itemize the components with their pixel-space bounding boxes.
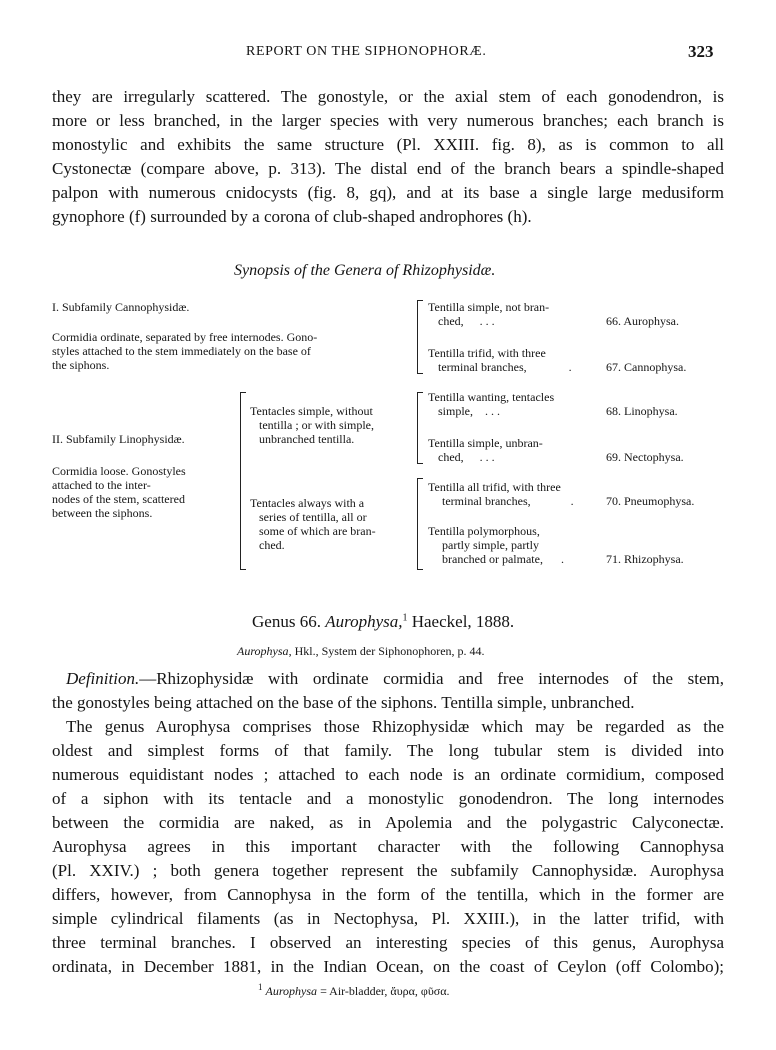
text-line: oldest and simplest forms of that family. The long tubular stem is divided into (52, 741, 724, 760)
reference-rest: , Hkl., System der Siphonophoren, p. 44. (288, 644, 485, 658)
tentilla-line: branched or palmate, (442, 552, 543, 566)
text-line: (Pl. XXIV.) ; both genera together represent the subfamily Cannophysidæ. Aurophysa (52, 861, 724, 880)
genus-69: 69. Nectophysa. (606, 450, 684, 464)
genus-71: 71. Rhizophysa. (606, 552, 684, 566)
brace-left (240, 392, 246, 570)
tentacles-line: Tentacles simple, without (250, 404, 373, 418)
genus-70: 70. Pneumophysa. (606, 494, 695, 508)
desc-line: nodes of the stem, scattered (52, 492, 185, 506)
text-line: they are irregularly scattered. The gonostyle, or the axial stem of each gonodendron, is (52, 87, 724, 106)
subfamily-cannophysidae-desc (52, 330, 317, 372)
brace-left (417, 478, 423, 570)
text-line: between the cormidia are naked, as in Apolemia and the polygastric Calyconectæ. (52, 813, 724, 832)
tentilla-option (428, 480, 574, 508)
text-line: Aurophysa agrees in this important character with the following Cannophysa (52, 837, 724, 856)
genus-heading-prefix: Genus 66. (252, 612, 326, 631)
genus-heading-suffix: Haeckel, 1888. (407, 612, 515, 631)
tentilla-option (428, 390, 554, 418)
leader-dots: . . . (485, 404, 500, 418)
tentacles-line: some of which are bran- (259, 524, 376, 538)
tentilla-line: terminal branches, (438, 360, 527, 374)
tentilla-line: Tentilla polymorphous, (428, 524, 540, 538)
tentilla-line: Tentilla all trifid, with three (428, 480, 561, 494)
text-line: monostylic and exhibits the same structure (Pl. XXIII. fig. 8), as is common to all (52, 135, 724, 154)
tentilla-line: terminal branches, (442, 494, 531, 508)
genus-67: 67. Cannophysa. (606, 360, 687, 374)
genus-66: 66. Aurophysa. (606, 314, 679, 328)
tentilla-line: Tentilla trifid, with three (428, 346, 546, 360)
tentilla-option (428, 346, 572, 374)
footnote-marker: 1 (258, 982, 263, 992)
text-line: simple cylindrical filaments (as in Nectophysa, Pl. XXIII.), in the latter trifid, with (52, 909, 724, 928)
page-number: 323 (688, 42, 714, 61)
text-line: of a siphon with its tentacle and a monostylic gonodendron. The long internodes (52, 789, 724, 808)
genus-heading (252, 612, 514, 632)
leader-dots: . (570, 494, 574, 508)
genus-68: 68. Linophysa. (606, 404, 678, 418)
tentilla-option (428, 436, 543, 464)
text-line: gynophore (f) surrounded by a corona of club-shaped androphores (h). (52, 207, 532, 226)
tentacles-line: Tentacles always with a (250, 496, 365, 510)
subfamily-linophysidae-name: II. Subfamily Linophysidæ. (52, 432, 185, 446)
tentilla-line: Tentilla simple, not bran- (428, 300, 550, 314)
text-line: three terminal branches. I observed an interesting species of this genus, Aurophysa (52, 933, 724, 952)
desc-line: styles attached to the stem immediately on the base of (52, 344, 311, 358)
desc-line: the siphons. (52, 358, 110, 372)
tentacles-line: series of tentilla, all or (259, 510, 367, 524)
desc-line: attached to the inter- (52, 478, 151, 492)
text-line: numerous equidistant nodes ; attached to each node is an ordinate cormidium, composed (52, 765, 724, 784)
brace-left (417, 392, 423, 464)
running-title: REPORT ON THE SIPHONOPHORÆ. (246, 44, 487, 59)
text-line: ordinata, in December 1881, in the Indian Ocean, on the coast of Ceylon (off Colombo); (52, 957, 724, 976)
footnote-text: = Air-bladder, ἄυρα, φῦσα. (317, 984, 450, 998)
text-line: palpon with numerous cnidocysts (fig. 8, gq), and at its base a single large medusiform (52, 183, 724, 202)
tentilla-line: Tentilla wanting, tentacles (428, 390, 555, 404)
tentacles-simple (250, 404, 374, 446)
text-line: The genus Aurophysa comprises those Rhizophysidæ which may be regarded as the (66, 717, 724, 736)
definition-line-1 (52, 668, 724, 690)
tentilla-line: partly simple, partly (442, 538, 539, 552)
tentacles-line: unbranched tentilla. (259, 432, 355, 446)
desc-line: Cormidia loose. Gonostyles (52, 464, 186, 478)
tentilla-option (428, 300, 549, 328)
leader-dots: . (560, 552, 564, 566)
tentilla-line: simple, (438, 404, 473, 418)
text-line: differs, however, from Cannophysa in the form of the tentilla, which in the former are (52, 885, 724, 904)
synopsis-title: Synopsis of the Genera of Rhizophysidæ. (234, 262, 496, 279)
text-line: Cystonectæ (compare above, p. 313). The distal end of the branch bears a spindle-shaped (52, 159, 724, 178)
text-line: the gonostyles being attached on the base of the siphons. Tentilla simple, unbranched. (52, 693, 635, 712)
subfamily-cannophysidae-name: I. Subfamily Cannophysidæ. (52, 300, 190, 314)
definition-text: —Rhizophysidæ with ordinate cormidia and free internodes of the stem, (139, 669, 724, 688)
leader-dots: . . . (479, 314, 495, 328)
desc-line: between the siphons. (52, 506, 153, 520)
desc-line: Cormidia ordinate, separated by free internodes. Gono- (52, 330, 318, 344)
tentilla-line: ched, (438, 314, 464, 328)
tentilla-line: ched, (438, 450, 464, 464)
tentilla-line: Tentilla simple, unbran- (428, 436, 543, 450)
footnote (258, 980, 450, 998)
tentacles-with-tentilla (250, 496, 376, 552)
definition-label: Definition. (66, 669, 140, 688)
genus-reference (237, 644, 485, 658)
subfamily-linophysidae-desc (52, 464, 186, 520)
tentacles-line: ched. (259, 538, 285, 552)
tentilla-option (428, 524, 564, 566)
text-line: more or less branched, in the larger species with very numerous branches; each branch is (52, 111, 724, 130)
footnote-term: Aurophysa (265, 984, 318, 998)
tentacles-line: tentilla ; or with simple, (259, 418, 374, 432)
footnote-ref: 1 (402, 612, 408, 624)
leader-dots: . . . (479, 450, 495, 464)
genus-heading-name: Aurophysa, (325, 612, 403, 631)
leader-dots: . (568, 360, 572, 374)
reference-name: Aurophysa (237, 644, 289, 658)
brace-left (417, 300, 423, 374)
